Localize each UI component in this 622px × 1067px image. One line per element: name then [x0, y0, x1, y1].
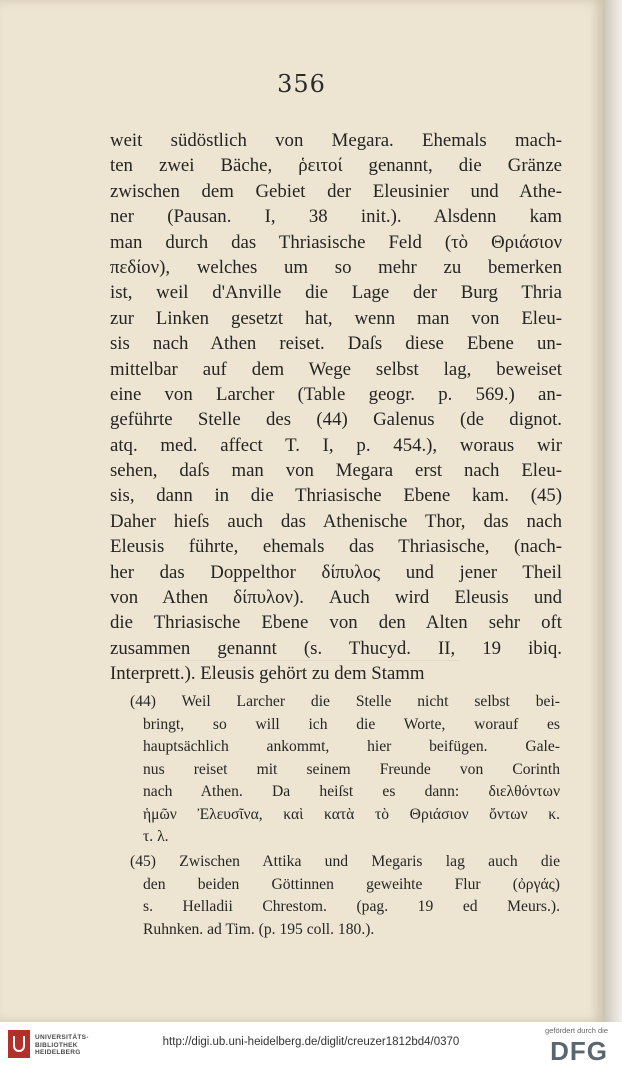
main-text-line: sehen, daſs man von Megara erst nach Eleu-: [110, 460, 562, 482]
page-number: 356: [277, 70, 326, 98]
main-text-line: ner (Pausan. I, 38 init.). Alsdenn kam: [110, 206, 562, 228]
main-text-line: atq. med. affect T. I, p. 454.), woraus wir: [110, 434, 562, 456]
permalink-url[interactable]: http://digi.ub.uni-heidelberg.de/diglit/creuzer1812bd4/0370: [162, 1036, 460, 1048]
footnote-44-line: hauptsächlich ankommt, hier beifügen. Gale-: [143, 738, 560, 755]
main-text-line: ten zwei Bäche, ῥειτοί genannt, die Gränze: [110, 155, 562, 177]
main-text-line: weit südöstlich von Megara. Ehemals mach-: [110, 130, 562, 151]
footnote-44-line: nus reiset mit seinem Freunde von Corinth: [143, 760, 560, 778]
funding-note: gefördert durch die: [545, 1026, 608, 1035]
main-text-line: sis, dann in die Thriasische Ebene kam. (45): [110, 485, 562, 507]
footnote-44-line: ἡμῶν Ἐλευσῖνα, καὶ κατὰ τὸ Θριάσιον ὄντων κ.: [143, 805, 560, 823]
dfg-logo[interactable]: DFG: [550, 1036, 608, 1066]
main-text-line: Interprett.). Eleusis gehört zu dem Stamm: [110, 663, 425, 685]
main-text-line: eine von Larcher (Table geogr. p. 569.) an-: [110, 383, 562, 405]
footnote-45: [130, 851, 560, 941]
footnote-44-line: (44) Weil Larcher die Stelle nicht selbst bei-: [130, 693, 560, 710]
university-library-name[interactable]: UNIVERSITÄTS- BIBLIOTHEK HEIDELBERG: [35, 1034, 89, 1056]
footnote-44-line: bringt, so will ich die Worte, worauf es: [143, 715, 560, 733]
footnote-44-line: τ. λ.: [143, 828, 169, 845]
footnote-45-line: s. Helladii Chrestom. (pag. 19 ed Meurs.).: [143, 898, 560, 915]
main-text-line: Daher hieſs auch das Athenische Thor, das nach: [110, 510, 562, 532]
main-text-line: mittelbar auf dem Wege selbst lag, beweiset: [110, 358, 562, 380]
main-text-line: her das Doppelthor δίπυλος und jener Theil: [110, 561, 562, 583]
main-text-line: die Thriasische Ebene von den Alten sehr oft: [110, 612, 562, 634]
main-text-line: man durch das Thriasische Feld (τὸ Θριάσιον: [110, 231, 562, 253]
main-text-line: ist, weil d'Anville die Lage der Burg Thria: [110, 282, 562, 304]
footnote-44-line: nach Athen. Da heiſst es dann: διελθόντων: [143, 783, 560, 800]
main-text-line: zusammen genannt (s. Thucyd. II, 19 ibiq.: [110, 637, 562, 659]
footnote-44: [130, 691, 560, 849]
main-text-line: Eleusis führte, ehemals das Thriasische, (nach-: [110, 536, 562, 558]
main-text-line: von Athen δίπυλον). Auch wird Eleusis und: [110, 587, 562, 609]
viewer-footer: [0, 1022, 622, 1067]
footnote-45-line: den beiden Göttinnen geweihte Flur (ὀργάς): [143, 875, 560, 893]
main-text-line: sis nach Athen reiset. Daſs diese Ebene un-: [110, 333, 562, 355]
main-text-line: πεδίον), welches um so mehr zu bemerken: [110, 256, 562, 278]
footnote-separator: [160, 660, 460, 661]
page-edge: [603, 0, 622, 1022]
main-text-line: geführte Stelle des (44) Galenus (de dignot.: [110, 409, 562, 431]
footnote-45-line: Ruhnken. ad Tim. (p. 195 coll. 180.).: [143, 920, 375, 938]
main-text-line: zur Linken gesetzt hat, wenn man von Eleu-: [110, 307, 562, 329]
main-text: [110, 128, 562, 687]
footnote-45-line: (45) Zwischen Attika und Megaris lag auch die: [130, 853, 560, 870]
main-text-line: zwischen dem Gebiet der Eleusinier und Athe-: [110, 180, 562, 202]
